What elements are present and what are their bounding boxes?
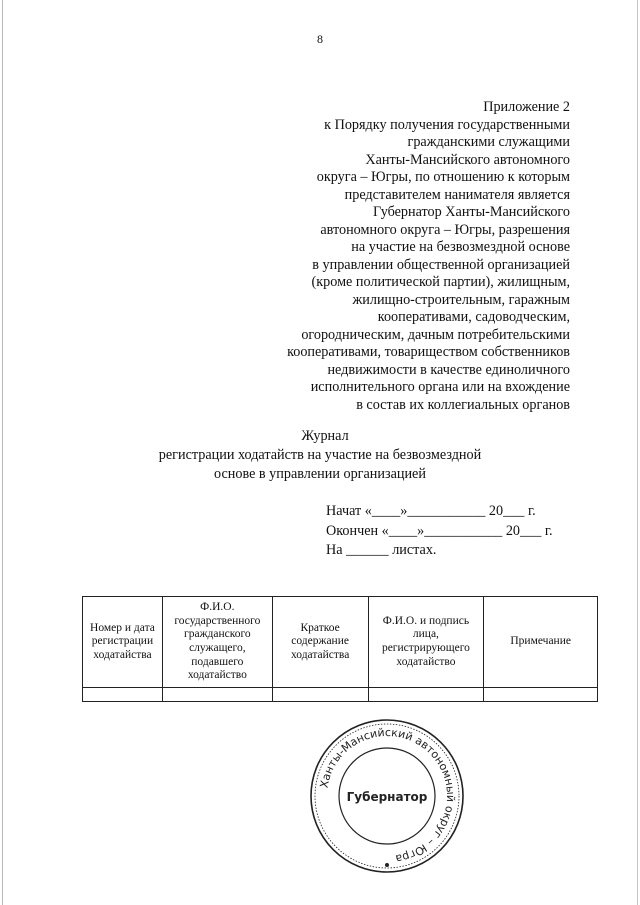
journal-subtitle-line: основе в управлении организацией (214, 466, 426, 482)
appendix-line: автономного округа – Югры, разрешения (320, 221, 570, 238)
date-started: Начат «____»___________ 20___ г. (326, 503, 536, 519)
appendix-line: округа – Югры, по отношению к которым (316, 169, 570, 185)
appendix-line: жилищно-строительным, гаражным (352, 291, 570, 308)
journal-subtitle-line: регистрации ходатайств на участие на безвозмездной (158, 447, 482, 463)
appendix-line: огородническим, дачным потребительскими (301, 326, 570, 343)
appendix-line: кооперативами, товариществом собственников (287, 344, 570, 360)
table-cell (484, 688, 598, 702)
appendix-line: недвижимости в качестве единоличного (327, 361, 570, 378)
page-number: 8 (317, 32, 323, 46)
seal-center-text: Губернатор (346, 790, 428, 804)
appendix-line: в состав их коллегиальных органов (356, 396, 570, 413)
column-header-employee: Ф.И.О. государственного гражданского служащего, подавшего ходатайство (162, 597, 272, 688)
appendix-line: гражданскими служащими (407, 134, 570, 150)
table-cell (272, 688, 368, 702)
appendix-line: (кроме политической партии), жилищным, (311, 274, 570, 290)
journal-title: Журнал (301, 428, 349, 444)
journal-dates-block (326, 502, 553, 561)
table-row (83, 688, 598, 702)
appendix-line: представителем нанимателя является (344, 186, 570, 203)
appendix-line: кооперативами, садоводческим, (377, 309, 570, 325)
date-finished: Окончен «____»___________ 20___ г. (326, 522, 553, 539)
table-cell (368, 688, 484, 702)
column-header-note: Примечание (484, 597, 598, 688)
seal-dot (385, 863, 389, 867)
seal-ring-text: Ханты-Мансийский автономный округ – Югра (317, 725, 458, 866)
appendix-line: к Порядку получения государственными (324, 116, 570, 133)
table-header-row (83, 597, 598, 688)
journal-title-block (0, 427, 640, 484)
governor-seal (306, 715, 468, 877)
appendix-header (240, 99, 570, 414)
column-header-registration: Номер и дата регистрации ходатайства (83, 597, 163, 688)
table-cell (83, 688, 163, 702)
table-cell (162, 688, 272, 702)
appendix-line: на участие на безвозмездной основе (351, 239, 570, 255)
appendix-line: исполнительного органа или на вхождение (310, 379, 570, 395)
appendix-line: Ханты-Мансийского автономного (365, 151, 570, 168)
column-header-summary: Краткое содержание ходатайства (272, 597, 368, 688)
sheet-count: На ______ листах. (326, 542, 437, 558)
appendix-line: Приложение 2 (483, 99, 570, 115)
appendix-line: в управлении общественной организацией (312, 256, 570, 273)
registration-table (82, 596, 598, 702)
appendix-line: Губернатор Ханты-Мансийского (373, 204, 570, 220)
column-header-registrar: Ф.И.О. и подпись лица, регистрирующего ходатайство (368, 597, 484, 688)
